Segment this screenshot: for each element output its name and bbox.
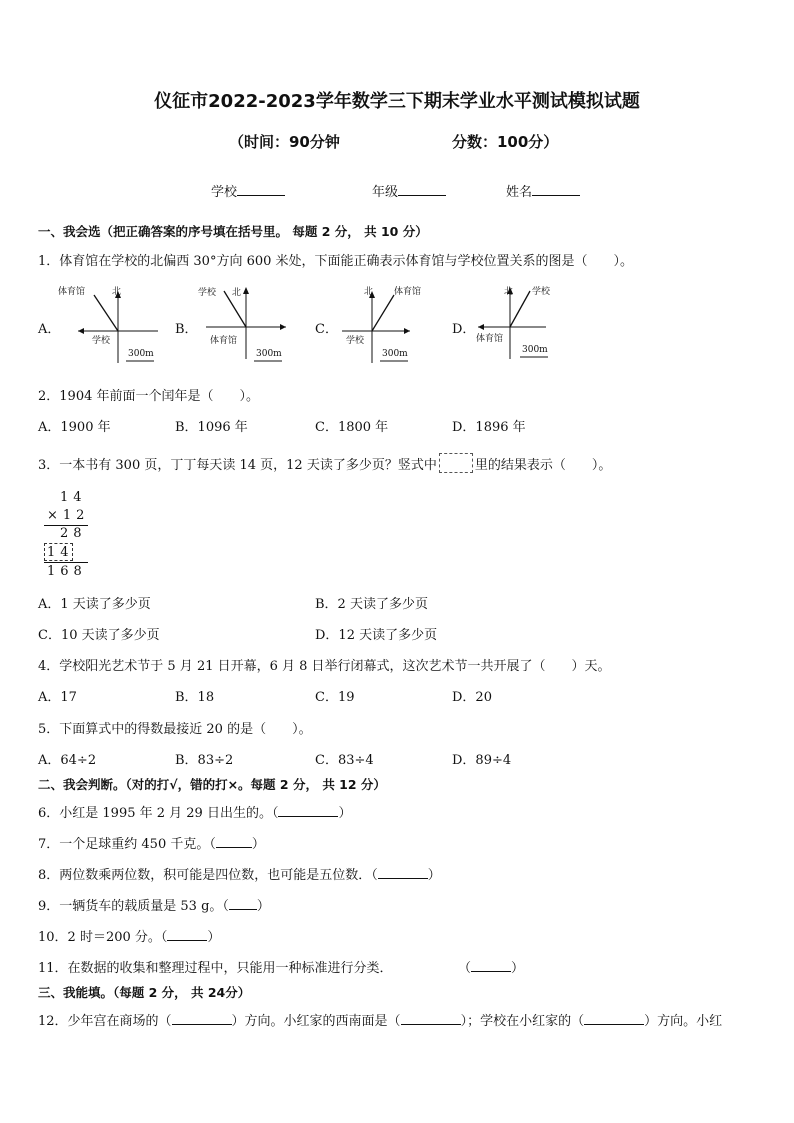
q1a-scale: 300m (128, 349, 154, 359)
question-11: 11．在数据的收集和整理过程中，只能用一种标准进行分类． (38, 961, 393, 976)
q4-option-c: C．19 (315, 690, 355, 705)
q2-option-c: C．1800 年 (315, 420, 389, 435)
q5-option-a: A．64÷2 (38, 753, 97, 768)
q5-option-d: D．89÷4 (452, 753, 512, 768)
calc-row-2: ×12 (47, 508, 90, 523)
time-label: （时间：90分钟 (229, 133, 340, 151)
q1d-north-label: 北 (504, 287, 514, 297)
q3-option-d: D．12 天读了多少页 (315, 628, 438, 643)
q2-option-d: D．1896 年 (452, 420, 526, 435)
q1a-school-label: 学校 (92, 336, 111, 346)
question-1: 1．体育馆在学校的北偏西 30°方向 600 米处，下面能正确表示体育馆与学校位置关系的图是（ ）。 (38, 254, 634, 269)
calc-row-1: 14 (60, 490, 87, 505)
question-2: 2．1904 年前面一个闰年是（ ）。 (38, 389, 259, 404)
section-3-heading: 三、我能填。（每题 2 分， 共 24分） (38, 985, 251, 1000)
q1-diagram-d (474, 283, 586, 369)
question-7: 7．一个足球重约 450 千克。（ ） (38, 837, 265, 852)
school-field: 学校 (211, 181, 285, 200)
name-field: 姓名 (506, 181, 580, 200)
q1a-north-label: 北 (112, 287, 122, 297)
question-8: 8．两位数乘两位数，积可能是四位数，也可能是五位数．（ ） (38, 868, 441, 883)
q1b-scale: 300m (256, 349, 282, 359)
q1-option-a: A． (38, 322, 61, 337)
q1c-school-label: 学校 (346, 336, 365, 346)
question-12: 12．少年宫在商场的（ ）方向。小红家的西南面是（ ）；学校在小红家的（ ）方向。小红 (38, 1014, 723, 1029)
q1c-scale: 300m (382, 349, 408, 359)
q1-diagram-c (336, 283, 448, 369)
q3-option-c: C．10 天读了多少页 (38, 628, 160, 643)
question-5: 5．下面算式中的得数最接近 20 的是（ ）。 (38, 722, 312, 737)
question-4: 4．学校阳光艺术节于 5 月 21 日开幕，6 月 8 日举行闭幕式，这次艺术节一共开展了（ ）天。 (38, 659, 611, 674)
grade-field: 年级 (372, 181, 446, 200)
q4-option-d: D．20 (452, 690, 492, 705)
question-3: 3．一本书有 300 页，丁丁每天读 14 页，12 天读了多少页？竖式中 里的结果表示（ ）。 (38, 453, 611, 473)
question-11-answer: （ ） (458, 961, 525, 976)
q1-diagram-a (58, 283, 170, 369)
q5-option-b: B．83÷2 (175, 753, 234, 768)
q1d-gym-label: 体育馆 (476, 334, 504, 344)
question-10: 10．2 时＝200 分。（ ） (38, 930, 221, 945)
section-2-heading: 二、我会判断。（对的打√，错的打×。每题 2 分， 共 12 分） (38, 777, 386, 792)
calc-line-2 (44, 562, 88, 563)
q1-option-b: B． (175, 322, 198, 337)
q2-option-b: B．1096 年 (175, 420, 248, 435)
q1a-gym-label: 体育馆 (58, 287, 86, 297)
question-6: 6．小红是 1995 年 2 月 29 日出生的。（ ） (38, 806, 352, 821)
q1-diagram-b (196, 283, 308, 369)
q1-option-c: C． (315, 322, 338, 337)
section-1-heading: 一、我会选（把正确答案的序号填在括号里。 每题 2 分， 共 10 分） (38, 224, 428, 239)
q3-option-a: A．1 天读了多少页 (38, 597, 151, 612)
q1c-gym-label: 体育馆 (394, 287, 422, 297)
calc-row-5: 168 (47, 564, 87, 579)
q4-option-a: A．17 (38, 690, 77, 705)
q1d-scale: 300m (522, 345, 548, 355)
q1c-north-label: 北 (364, 287, 374, 297)
q1b-gym-label: 体育馆 (210, 336, 238, 346)
q1-option-d: D． (452, 322, 476, 337)
q5-option-c: C．83÷4 (315, 753, 374, 768)
dashed-box-icon (439, 453, 473, 473)
q3-option-b: B．2 天读了多少页 (315, 597, 428, 612)
q1d-school-label: 学校 (532, 287, 551, 297)
q1b-school-label: 学校 (198, 288, 217, 298)
q2-option-a: A．1900 年 (38, 420, 111, 435)
calc-row-3: 28 (60, 526, 87, 541)
q1b-north-label: 北 (232, 288, 242, 298)
score-label: 分数：100分） (452, 133, 559, 151)
page-title: 仪征市2022-2023学年数学三下期末学业水平测试模拟试题 (154, 91, 640, 112)
calc-row-4: 14 (47, 545, 74, 560)
q4-option-b: B．18 (175, 690, 215, 705)
question-9: 9．一辆货车的载质量是 53 g。（ ） (38, 899, 270, 914)
